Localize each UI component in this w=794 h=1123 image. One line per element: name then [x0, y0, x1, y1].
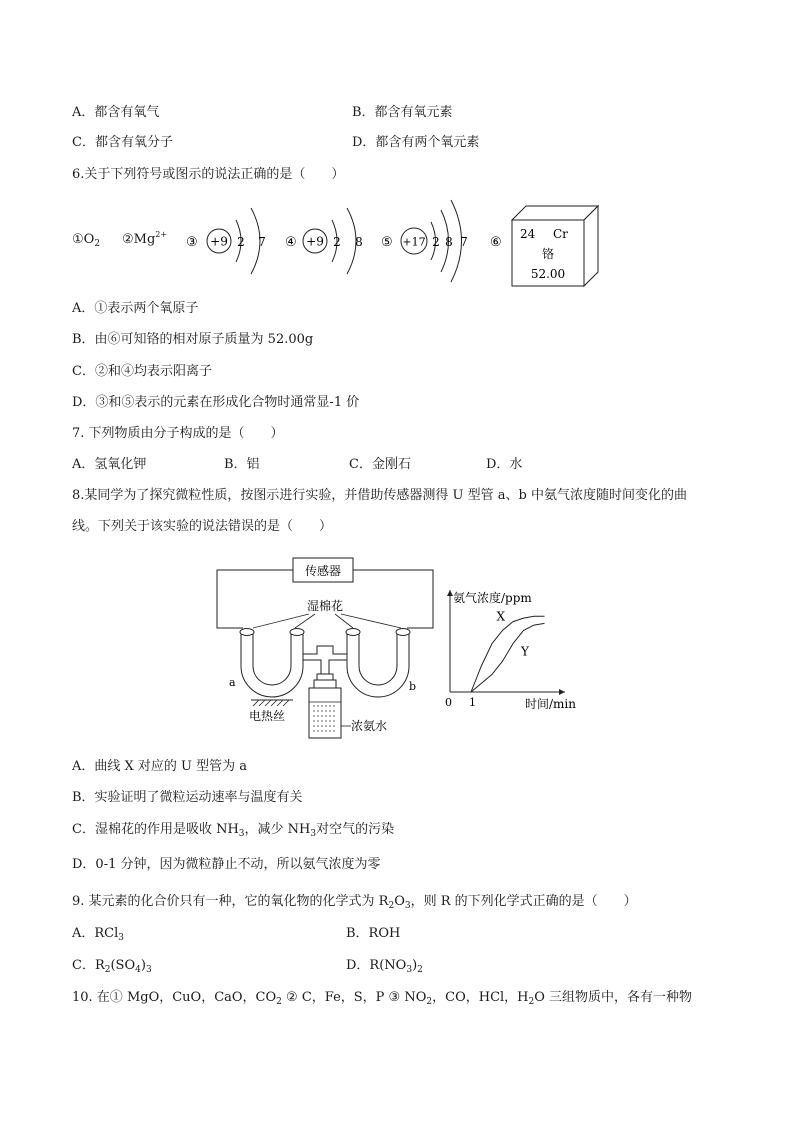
- q9-option-c: C．$R_2(SO_4)_3$: [72, 958, 152, 975]
- element-mass: 52.00: [530, 267, 566, 281]
- ammonia-label: 浓氨水: [351, 719, 388, 733]
- q9-option-b: B．ROH: [346, 926, 401, 941]
- series-line-y: [471, 623, 545, 692]
- q5-option-b: B．都含有氧元素: [352, 105, 453, 120]
- q8-option-d: D．0-1 分钟，因为微粒静止不动，所以氨气浓度为零: [72, 857, 381, 872]
- x-tick-label: 1: [469, 696, 476, 709]
- q6-item6-num: ⑥: [490, 235, 502, 250]
- q8-stem-line2: 线。下列关于该实验的说法错误的是（ ）: [72, 519, 333, 534]
- atom-structure-3: [207, 208, 266, 274]
- q6-option-b: B．由⑥可知铬的相对原子质量为 52.00g: [72, 332, 314, 347]
- svg-text:+9: +9: [210, 234, 228, 249]
- atom-structure-5: [401, 200, 468, 282]
- u-tube-a: [240, 629, 304, 697]
- x-axis-label: 时间/min: [525, 697, 576, 711]
- q8-stem-line1: 8.某同学为了探究微粒性质，按图示进行实验，并借助传感器测得 U 型管 a、b 中氨气浓度随时间变化的曲: [72, 488, 687, 503]
- q8-option-b: B．实验证明了微粒运动速率与温度有关: [72, 790, 303, 805]
- sensor-label: 传感器: [304, 564, 342, 578]
- element-symbol: Cr: [553, 227, 568, 241]
- q6-item2: $②Mg^{2+}$: [122, 230, 168, 247]
- series-label-x: X: [496, 609, 506, 624]
- q9-option-a: A．RCl$_3$: [72, 926, 125, 943]
- element-number: 24: [520, 227, 536, 241]
- q6-item5-num: ⑤: [381, 235, 393, 250]
- svg-text:2: 2: [432, 235, 440, 249]
- q6-option-d: D．③和⑤表示的元素在形成化合物时通常显-1 价: [72, 395, 360, 410]
- q6-atom-structures: [72, 198, 612, 290]
- q6-option-c: C．②和④均表示阳离子: [72, 364, 212, 379]
- x-axis-arrow: [559, 689, 565, 695]
- svg-text:7: 7: [460, 235, 468, 249]
- q8-option-a: A．曲线 X 对应的 U 型管为 a: [72, 759, 248, 774]
- svg-text:8: 8: [445, 235, 453, 249]
- q6-option-a: A．①表示两个氧原子: [72, 301, 199, 316]
- series-line-x: [471, 616, 545, 692]
- atom-structure-4: [303, 208, 363, 274]
- q6-figure-row: [72, 198, 612, 290]
- q6-stem: 6.关于下列符号或图示的说法正确的是（ ）: [72, 167, 345, 182]
- x-tick-label: 0: [445, 696, 452, 709]
- ammonia-bottle: [309, 674, 341, 738]
- q6-item3-num: ③: [186, 235, 198, 250]
- q6-item1: $①O_2$: [72, 232, 101, 249]
- q8-option-c: C．湿棉花的作用是吸收 $NH_3$，减少 $NH_3$对空气的污染: [72, 822, 395, 839]
- wire-left: [217, 570, 293, 628]
- q9-option-d: D．$R(NO_3)_2$: [346, 958, 423, 975]
- q7-option-a: A．氢氧化钾: [72, 457, 147, 472]
- q7-option-c: C．金刚石: [349, 457, 411, 472]
- svg-text:2: 2: [333, 235, 341, 249]
- q8-apparatus-and-chart: [205, 554, 605, 744]
- concentration-chart: [445, 590, 576, 711]
- q8-figure: [205, 554, 605, 744]
- tube-b-label: b: [409, 680, 417, 693]
- element-cell: [512, 206, 598, 286]
- svg-text:+9: +9: [306, 234, 324, 249]
- q7-stem: 7. 下列物质由分子构成的是（ ）: [72, 426, 284, 441]
- y-axis-label: 氨气浓度/ppm: [453, 591, 532, 605]
- svg-text:7: 7: [258, 235, 266, 249]
- heater-label: 电热丝: [249, 709, 286, 723]
- q5-option-a: A．都含有氧气: [72, 105, 160, 120]
- element-name: 铬: [541, 247, 555, 261]
- q5-option-c: C．都含有氧分子: [72, 135, 173, 150]
- series-label-y: Y: [521, 644, 529, 659]
- q5-option-d: D．都含有两个氧元素: [352, 135, 480, 150]
- q6-item4-num: ④: [285, 235, 297, 250]
- q7-option-d: D．水: [486, 457, 523, 472]
- q10-stem: 10. 在① MgO，CuO，CaO，$CO_2$ ② C，Fe，S，P ③ $NO_2$，CO，HCl，$H_2O$ 三组物质中，各有一种物: [72, 990, 693, 1007]
- svg-text:+17: +17: [402, 235, 426, 249]
- q9-stem: 9. 某元素的化合价只有一种，它的氧化物的化学式为 $R_2O_3$，则 R 的下列化学式正确的是（ ）: [72, 894, 637, 911]
- svg-text:8: 8: [355, 235, 363, 249]
- tube-a-label: a: [229, 676, 236, 689]
- u-tube-b: [346, 629, 410, 698]
- cotton-label: 湿棉花: [306, 599, 344, 613]
- svg-text:2: 2: [237, 235, 245, 249]
- q7-option-b: B．铝: [224, 457, 260, 472]
